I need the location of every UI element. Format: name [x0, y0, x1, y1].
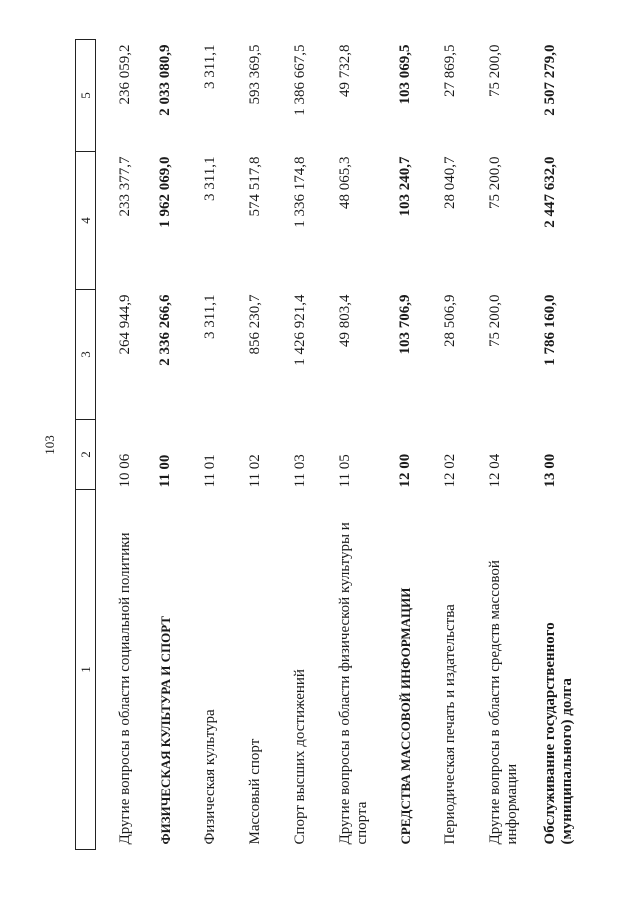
- value-col-3: 1 426 921,4: [291, 294, 308, 366]
- row-label: Обслуживание государственного (муниципального) долга: [541, 622, 575, 845]
- table-row: [481, 40, 536, 850]
- row-label: ФИЗИЧЕСКАЯ КУЛЬТУРА И СПОРТ: [157, 616, 173, 845]
- page-number: 103: [42, 435, 57, 455]
- value-col-3: 103 706,9: [396, 294, 413, 355]
- value-col-3: 49 803,4: [336, 294, 353, 347]
- row-label: СРЕДСТВА МАССОВОЙ ИНФОРМАЦИИ: [397, 587, 413, 845]
- row-code: 11 03: [291, 454, 308, 488]
- header-col-3: 3: [76, 290, 96, 420]
- value-col-4: 2 447 632,0: [541, 156, 558, 228]
- header-col-2: 2: [76, 420, 96, 490]
- header-spacer: [96, 40, 111, 850]
- value-col-5: 27 869,5: [441, 44, 458, 97]
- value-col-5: 2 507 279,0: [541, 44, 558, 116]
- value-col-3: 264 944,9: [116, 294, 133, 355]
- header-col-1: 1: [76, 490, 96, 850]
- value-col-5: 236 059,2: [116, 44, 133, 105]
- value-col-4: 1 962 069,0: [156, 156, 173, 228]
- value-col-3: 1 786 160,0: [541, 294, 558, 366]
- table-header-row: [76, 40, 96, 850]
- value-col-3: 2 336 266,6: [156, 294, 173, 366]
- table-row: [436, 40, 481, 850]
- table-row: [241, 40, 286, 850]
- row-code: 12 00: [396, 453, 413, 488]
- value-col-4: 75 200,0: [486, 156, 503, 209]
- table-row-section: [151, 40, 196, 850]
- row-label: Физическая культура: [201, 709, 218, 845]
- value-col-4: 233 377,7: [116, 156, 133, 217]
- table-row: [196, 40, 241, 850]
- row-label: Другие вопросы в области средств массовой информации: [486, 560, 520, 845]
- value-col-3: 75 200,0: [486, 294, 503, 347]
- row-code: 11 00: [156, 454, 173, 488]
- value-col-5: 593 369,5: [246, 44, 263, 105]
- table-row-section: [391, 40, 436, 850]
- value-col-4: 574 517,8: [246, 156, 263, 217]
- value-col-5: 2 033 080,9: [156, 44, 173, 116]
- table-row: [331, 40, 391, 850]
- value-col-3: 856 230,7: [246, 294, 263, 355]
- row-label: Периодическая печать и издательства: [441, 604, 458, 845]
- row-label: Массовый спорт: [246, 738, 263, 845]
- value-col-3: 3 311,1: [201, 294, 218, 339]
- value-col-4: 48 065,3: [336, 156, 353, 209]
- value-col-5: 3 311,1: [201, 44, 218, 89]
- row-code: 12 02: [441, 453, 458, 488]
- value-col-5: 75 200,0: [486, 44, 503, 97]
- row-code: 11 02: [246, 454, 263, 488]
- value-col-3: 28 506,9: [441, 294, 458, 347]
- row-label: Спорт высших достижений: [291, 669, 308, 845]
- row-code: 11 01: [201, 454, 218, 488]
- row-label: Другие вопросы в области социальной политики: [116, 532, 133, 845]
- row-code: 11 05: [336, 454, 353, 488]
- row-label: Другие вопросы в области физической культуры и спорта: [336, 522, 370, 845]
- header-col-4: 4: [76, 152, 96, 290]
- table-row: [111, 40, 151, 850]
- value-col-5: 49 732,8: [336, 44, 353, 97]
- row-code: 12 04: [486, 453, 503, 488]
- table-row: [286, 40, 331, 850]
- value-col-4: 3 311,1: [201, 156, 218, 201]
- budget-table: [75, 39, 586, 850]
- table-row-section: [536, 40, 586, 850]
- value-col-5: 103 069,5: [396, 44, 413, 105]
- header-col-5: 5: [76, 40, 96, 152]
- row-code: 10 06: [116, 453, 133, 488]
- row-code: 13 00: [541, 453, 558, 488]
- value-col-4: 1 336 174,8: [291, 156, 308, 228]
- document-page: [42, 40, 586, 850]
- value-col-4: 103 240,7: [396, 156, 413, 217]
- value-col-4: 28 040,7: [441, 156, 458, 209]
- value-col-5: 1 386 667,5: [291, 44, 308, 116]
